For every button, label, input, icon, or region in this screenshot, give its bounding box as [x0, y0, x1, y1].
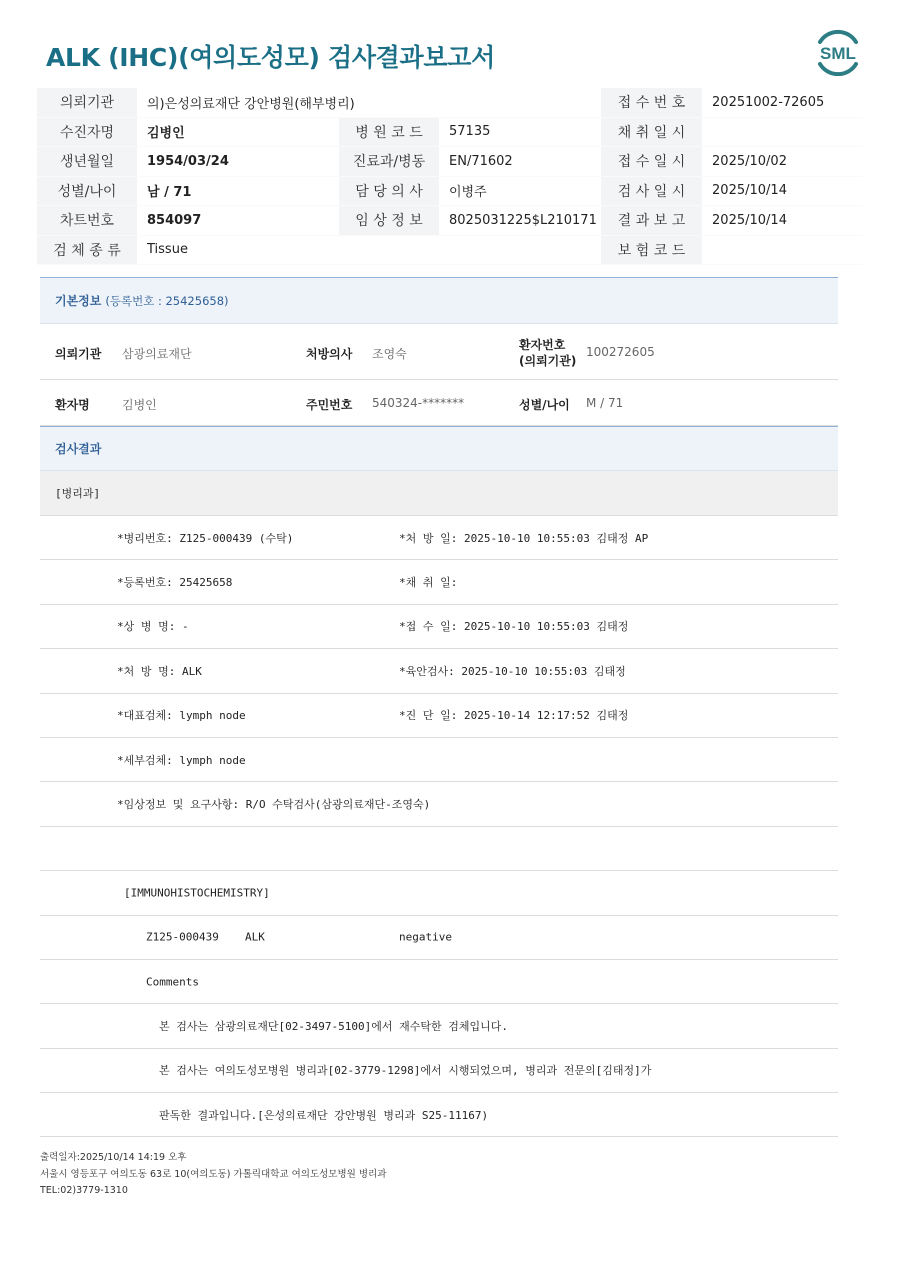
- pathology-number: *병리번호: Z125-000439 (수탁): [117, 531, 294, 545]
- value-patient-number: 100272605: [586, 345, 655, 359]
- value-birth-date: 1954/03/24: [137, 147, 339, 177]
- ihc-specimen-id: Z125-000439: [146, 930, 219, 944]
- label-received-date: 접 수 일 시: [601, 147, 702, 177]
- sml-logo: [812, 28, 864, 76]
- diagnosis-date: *진 단 일: 2025-10-14 12:17:52 김태정: [399, 709, 629, 723]
- header-info-table: [37, 88, 863, 265]
- comment-line: 본 검사는 여의도성모병원 병리과[02-3779-1298]에서 시행되었으며, 병리과 전문의[김태정]가: [159, 1064, 652, 1078]
- value-report-date: 2025/10/14: [702, 206, 863, 236]
- label-chart-number: 차트번호: [37, 206, 137, 236]
- label-report-date: 결 과 보 고: [601, 206, 702, 236]
- report-body: [40, 277, 838, 1137]
- hospital-phone: TEL:02)3779-1310: [40, 1185, 128, 1196]
- value-requesting-institution: 의)은성의료재단 강안병원(해부병리): [137, 88, 601, 117]
- result-row: [40, 694, 838, 738]
- value-institution: 삼광의료재단: [122, 347, 192, 361]
- value-specimen-type: Tissue: [137, 235, 601, 265]
- value-prescribing-doctor: 조영숙: [372, 347, 407, 361]
- comment-row: [40, 1004, 838, 1048]
- ihc-marker: ALK: [245, 930, 265, 944]
- logo-text: SML: [820, 44, 856, 63]
- result-row: [40, 782, 838, 826]
- label-requesting-institution: 의뢰기관: [37, 88, 137, 117]
- ihc-result: negative: [399, 930, 452, 944]
- value-sex-age: 남 / 71: [137, 176, 339, 206]
- value-insurance-code: [702, 235, 863, 265]
- label-department-ward: 진료과/병동: [339, 147, 439, 177]
- label-specimen-type: 검 체 종 류: [37, 235, 137, 265]
- header-row: [37, 88, 863, 117]
- result-row: [40, 738, 838, 782]
- value-sex-age: M / 71: [586, 396, 624, 410]
- header-row: [37, 206, 863, 236]
- label-attending-doctor: 담 당 의 사: [339, 176, 439, 206]
- comments-label: Comments: [146, 975, 199, 989]
- label-clinical-info: 임 상 정 보: [339, 206, 439, 236]
- key-resident-number: 주민번호: [306, 398, 353, 412]
- report-title: ALK (IHC)(여의도성모) 검사결과보고서: [46, 43, 495, 72]
- collection-date-field: *채 취 일:: [399, 576, 458, 590]
- label-test-date: 검 사 일 시: [601, 176, 702, 206]
- diagnosis-name: *상 병 명: -: [117, 620, 189, 634]
- label-insurance-code: 보 험 코 드: [601, 235, 702, 265]
- hospital-address: 서울시 영등포구 여의도동 63로 10(여의도동) 가톨릭대학교 여의도성모병원 병리과: [40, 1168, 387, 1180]
- clinical-requirements: *임상정보 및 요구사항: R/O 수탁검사(삼광의료재단-조영숙): [117, 798, 431, 812]
- prescription-name: *처 방 명: ALK: [117, 664, 202, 678]
- comments-label-row: [40, 960, 838, 1004]
- header-row: [37, 117, 863, 147]
- registration-number-field: *등록번호: 25425658: [117, 576, 233, 590]
- ihc-result-row: [40, 916, 838, 960]
- registration-number: (등록번호 : 25425658): [105, 293, 229, 308]
- comment-row: [40, 1049, 838, 1093]
- label-patient-name: 수진자명: [37, 117, 137, 147]
- basic-info-header: [40, 277, 838, 324]
- label-sex-age: 성별/나이: [37, 176, 137, 206]
- value-clinical-info: 8025031225$L210171: [439, 206, 601, 236]
- label-hospital-code: 병 원 코 드: [339, 117, 439, 147]
- basic-info-row: [40, 380, 838, 426]
- key-institution: 의뢰기관: [55, 347, 102, 361]
- value-accession-number: 20251002-72605: [702, 88, 863, 117]
- header-row: [37, 235, 863, 265]
- key-patient-name: 환자명: [55, 398, 90, 412]
- value-patient-name: 김병인: [137, 117, 339, 147]
- comment-row: [40, 1093, 838, 1137]
- label-accession-number: 접 수 번 호: [601, 88, 702, 117]
- result-row: [40, 605, 838, 649]
- basic-info-title: 기본정보: [55, 294, 102, 308]
- value-collection-date: [702, 117, 863, 147]
- department-label: [병리과]: [55, 487, 101, 500]
- label-birth-date: 생년월일: [37, 147, 137, 177]
- gross-exam-date: *육안검사: 2025-10-10 10:55:03 김태정: [399, 664, 626, 678]
- value-hospital-code: 57135: [439, 117, 601, 147]
- result-row: [40, 560, 838, 604]
- key-patient-number: 환자번호: [519, 338, 566, 352]
- comment-line: 판독한 결과입니다.[은성의료재단 강안병원 병리과 S25-11167): [159, 1108, 489, 1122]
- print-date: 출력일자:2025/10/14 14:19 오후: [40, 1152, 187, 1163]
- key-sex-age: 성별/나이: [519, 398, 570, 412]
- value-received-date: 2025/10/02: [702, 147, 863, 177]
- value-resident-number: 540324-*******: [372, 396, 465, 410]
- result-row: [40, 649, 838, 693]
- ihc-header: [IMMUNOHISTOCHEMISTRY]: [124, 886, 270, 900]
- footer: [40, 1150, 386, 1200]
- result-title: 검사결과: [55, 442, 102, 456]
- representative-specimen: *대표검체: lymph node: [117, 709, 246, 723]
- value-attending-doctor: 이병주: [439, 176, 601, 206]
- received-date-field: *접 수 일: 2025-10-10 10:55:03 김태정: [399, 620, 629, 634]
- header-row: [37, 147, 863, 177]
- basic-info-row: [40, 324, 838, 380]
- key-patient-number-sub: (의뢰기관): [519, 354, 577, 368]
- value-chart-number: 854097: [137, 206, 339, 236]
- prescription-date: *처 방 일: 2025-10-10 10:55:03 김태정 AP: [399, 531, 649, 545]
- department-band: [40, 471, 838, 516]
- value-patient-name: 김병인: [122, 398, 157, 412]
- value-department-ward: EN/71602: [439, 147, 601, 177]
- blank-row: [40, 827, 838, 871]
- key-prescribing-doctor: 처방의사: [306, 347, 353, 361]
- result-header: [40, 426, 838, 471]
- ihc-header-row: [40, 871, 838, 915]
- detailed-specimen: *세부검체: lymph node: [117, 753, 246, 767]
- value-test-date: 2025/10/14: [702, 176, 863, 206]
- header-row: [37, 176, 863, 206]
- label-collection-date: 채 취 일 시: [601, 117, 702, 147]
- comment-line: 본 검사는 삼광의료재단[02-3497-5100]에서 재수탁한 검체입니다.: [159, 1019, 508, 1033]
- result-row: [40, 516, 838, 560]
